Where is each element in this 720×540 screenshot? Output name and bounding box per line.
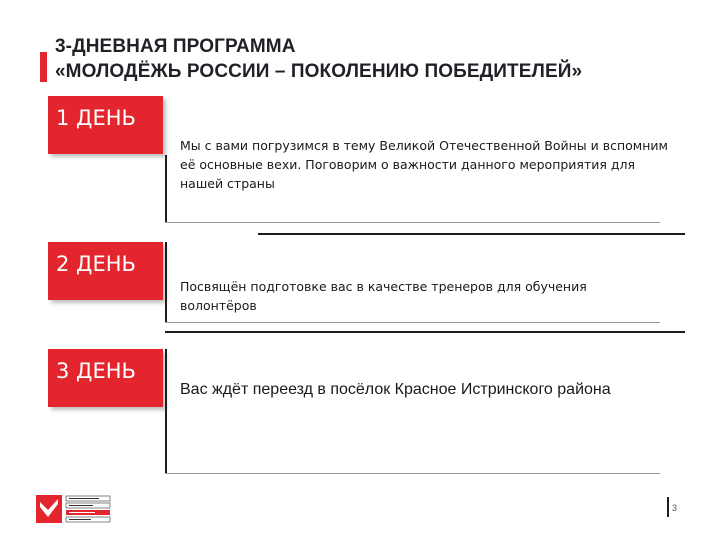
day-2-vertical-rule	[165, 242, 167, 322]
day-2-label: 2 ДЕНЬ	[56, 252, 136, 276]
day-1-label: 1 ДЕНЬ	[56, 106, 136, 130]
day-3-badge	[48, 349, 163, 407]
page-number-bar	[667, 497, 669, 517]
page-number: 3	[672, 503, 678, 513]
day-1-badge	[48, 96, 163, 154]
day-3-description: Вас ждёт переезд в посёлок Красное Истринского района	[180, 381, 611, 398]
day-1-description: Мы с вами погрузимся в тему Великой Отечественной Войны и вспомним её основные вехи. Поговорим о важности данного мероприятия для нашей страны	[180, 138, 668, 191]
day-1-bottom-rule	[165, 222, 660, 223]
day-3-vertical-rule	[165, 349, 167, 473]
day-2-bottom-rule	[165, 322, 660, 323]
title-accent-bar	[40, 52, 47, 82]
page-title	[55, 34, 695, 84]
day-3-label: 3 ДЕНЬ	[56, 359, 136, 383]
day-1-vertical-rule	[165, 155, 167, 222]
page-title-line-2: «МОЛОДЁЖЬ РОССИИ – ПОКОЛЕНИЮ ПОБЕДИТЕЛЕЙ»	[55, 61, 583, 82]
day-2-description: Посвящён подготовке вас в качестве тренеров для обучения волонтёров	[180, 279, 587, 313]
day-2-badge	[48, 242, 163, 300]
day-1-separator	[258, 233, 685, 235]
volunteers-logo-icon	[36, 493, 116, 525]
page-title-line-1: 3-ДНЕВНАЯ ПРОГРАММА	[55, 36, 296, 57]
day-2-separator	[165, 331, 685, 333]
day-3-bottom-rule	[165, 473, 660, 474]
